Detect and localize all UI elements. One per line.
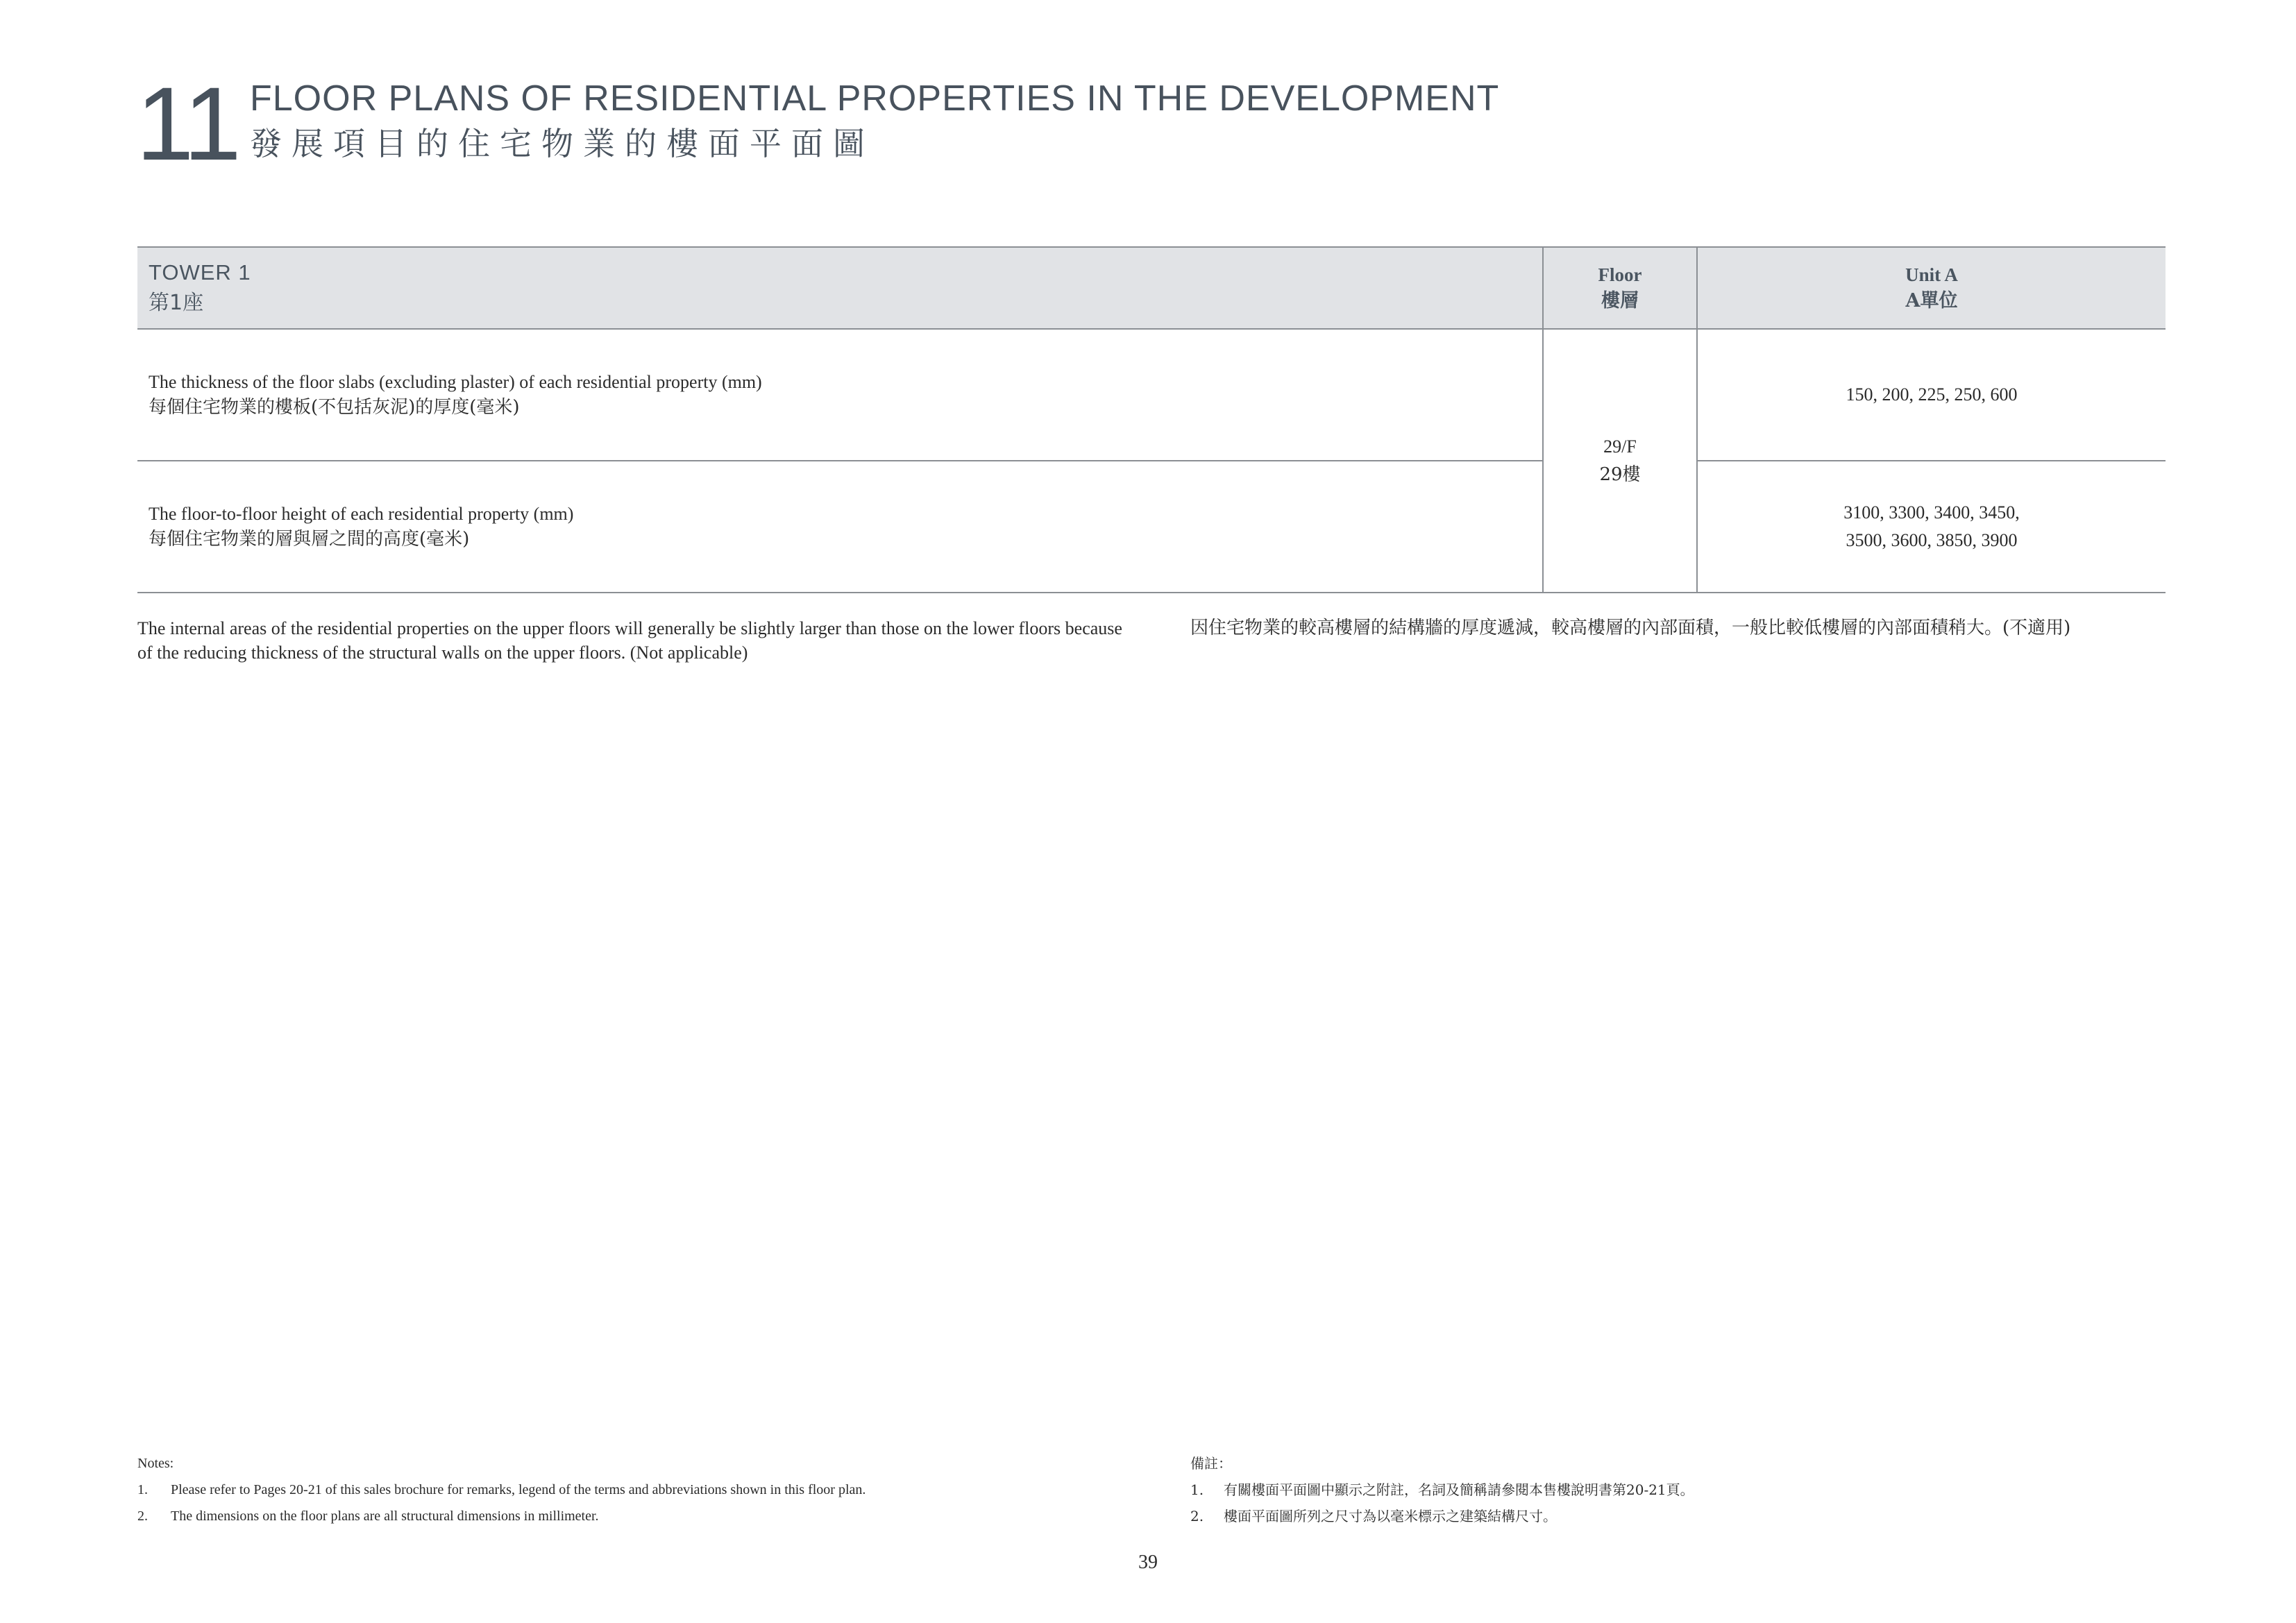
row-label-en: The floor-to-floor height of each residential property (mm): [149, 504, 574, 524]
list-item: [137, 1477, 1144, 1503]
page-title-en: FLOOR PLANS OF RESIDENTIAL PROPERTIES IN THE DEVELOPMENT: [250, 78, 1500, 119]
list-item: [137, 1503, 1144, 1529]
internal-area-note-en: The internal areas of the residential properties on the upper floors will generally be slightly larger than those on the lower floors because of the reducing thickness of the structural walls on the upper floors. (Not applicable): [137, 618, 1122, 663]
note-number: 2.: [137, 1509, 148, 1524]
note-text: The dimensions on the floor plans are all structural dimensions in millimeter.: [171, 1509, 599, 1524]
list-item: [1190, 1477, 2197, 1503]
tower-label-en: TOWER 1: [149, 260, 251, 284]
unit-header-zh: A單位: [1905, 290, 1958, 312]
row-label-zh: 每個住宅物業的層與層之間的高度(毫米): [149, 529, 470, 550]
floor-info-table: [137, 246, 2166, 593]
page-title-zh: 發展項目的住宅物業的樓面平面圖: [250, 125, 875, 162]
internal-area-note-zh: 因住宅物業的較高樓層的結構牆的厚度遞減，較高樓層的內部面積，一般比較低樓層的內部面積稍大。(不適用): [1190, 618, 2071, 638]
page-number: 39: [1138, 1552, 1158, 1573]
floor-value-zh: 29樓: [1599, 464, 1641, 485]
note-number: 1.: [1190, 1481, 1204, 1498]
chapter-number: 11: [136, 65, 239, 182]
unit-value-line: 3500, 3600, 3850, 3900: [1846, 530, 2018, 550]
list-item: [1190, 1503, 2197, 1529]
notes-heading-zh: 備註：: [1190, 1455, 1232, 1472]
tower-label-zh: 第1座: [149, 291, 204, 315]
unit-value-line: 150, 200, 225, 250, 600: [1846, 384, 2018, 405]
notes-heading-en: Notes:: [137, 1456, 174, 1471]
floor-value-cell: [1543, 329, 1697, 593]
floor-value-en: 29/F: [1603, 436, 1637, 457]
row-label-cell: [137, 329, 1543, 461]
unit-value-cell: [1697, 461, 2166, 593]
note-text: Please refer to Pages 20-21 of this sales brochure for remarks, legend of the terms and abbreviations shown in this floor plan.: [171, 1482, 866, 1497]
note-text: 樓面平面圖所列之尺寸為以毫米標示之建築結構尺寸。: [1224, 1508, 1557, 1524]
row-label-cell: [137, 461, 1543, 593]
table-row: [137, 461, 2166, 593]
tower-header-cell: [137, 247, 1543, 329]
page-header: [136, 65, 1663, 182]
row-label-zh: 每個住宅物業的樓板(不包括灰泥)的厚度(毫米): [149, 397, 520, 418]
note-number: 1.: [137, 1482, 148, 1497]
note-number: 2.: [1190, 1508, 1204, 1524]
notes-en: [137, 1450, 1144, 1529]
floor-header-cell: [1543, 247, 1697, 329]
note-text: 有關樓面平面圖中顯示之附註，名詞及簡稱請參閱本售樓說明書第20-21頁。: [1224, 1481, 1694, 1498]
unit-value-line: 3100, 3300, 3400, 3450,: [1843, 502, 2020, 522]
unit-header-cell: [1697, 247, 2166, 329]
table-header-row: [137, 247, 2166, 329]
unit-header-en: Unit A: [1905, 264, 1958, 285]
unit-value-cell: [1697, 329, 2166, 461]
table-row: [137, 329, 2166, 461]
floor-header-zh: 樓層: [1601, 290, 1639, 312]
notes-zh: [1190, 1450, 2197, 1529]
floor-header-en: Floor: [1598, 264, 1642, 285]
row-label-en: The thickness of the floor slabs (excluding plaster) of each residential property (mm): [149, 372, 762, 392]
